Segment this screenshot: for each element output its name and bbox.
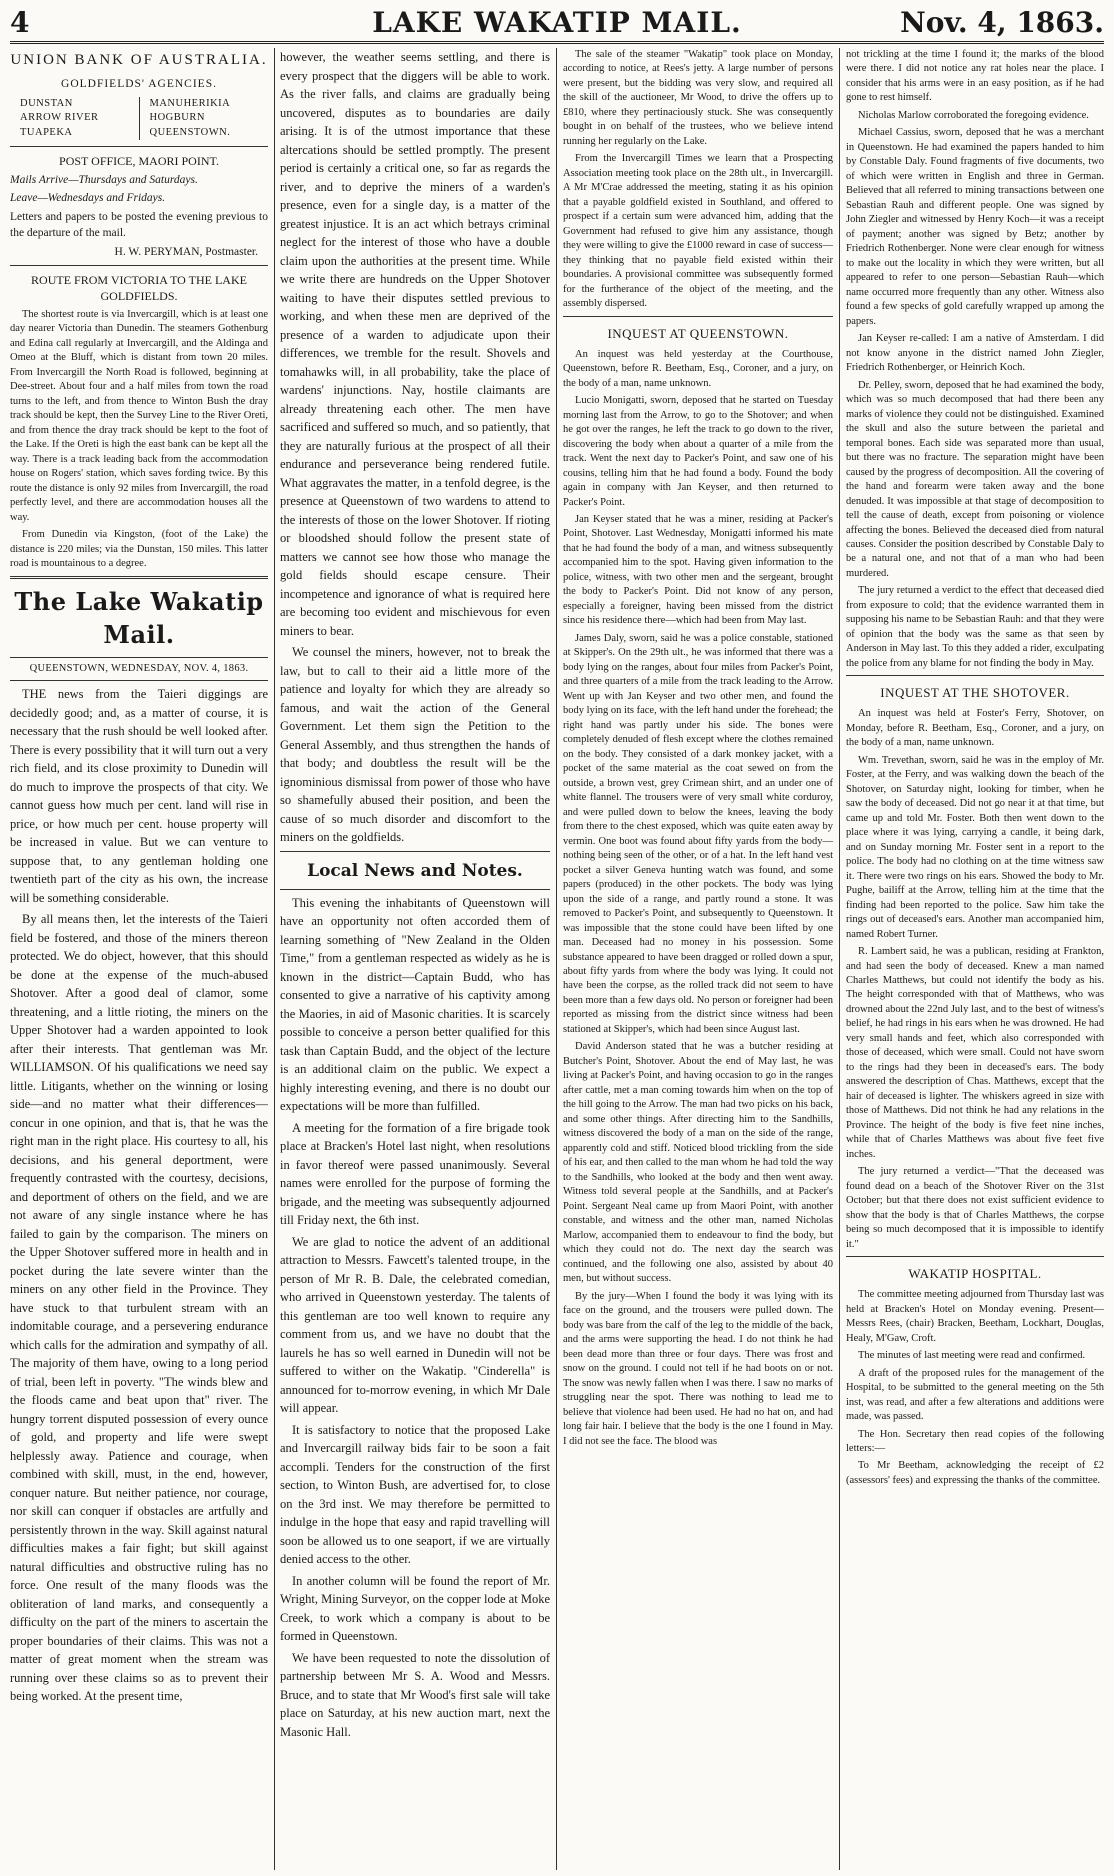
post-office-title: POST OFFICE, MAORI POINT.: [59, 154, 219, 168]
column-1: [10, 48, 268, 1870]
news-item: This evening the inhabitants of Queenstown will have an opportunity not often accorded them of learning something of "New Zealand in the Olden Time," from a gentleman respected as widely as he is known in the district—Captain Budd, who has consented to give a narrative of his captivity among the Maories, in aid of Masonic charities. It is scarcely possible to conceive a person better qualified for this task than Captain Budd, and the object of the lecture is an additional claim on the public. We expect a highly interesting evening, and there is no doubt our expectations will be more than fulfilled.: [280, 895, 550, 1114]
leader-paragraph: THE news from the Taieri diggings are decidedly good; and, as a matter of course, it is necessary that the rush should be well looked after. There is every possibility that it will turn out a very rich field, and its close proximity to Dunedin will do much to improve the prospects of that city. We cannot guess how much per cent. land will rise in price, or how much per cent. house property will be increased in value. But we can venture to suppose that, to any gentleman holding one twentieth part of the city as his own, the increase will be something considerable.: [10, 687, 268, 905]
inquest-paragraph: Jan Keyser stated that he was a miner, residing at Packer's Point, Shotover. Last Wednesday, Monigatti informed his mate that he had found the body of a man, and witness subsequently accompanied him to the spot. Having given information to the police, witness, with two other men and the sergeant, brought the body to Packer's Point. Did not know of any person, especially a foreigner, having been missed from the district since his residence there—which had been from May last.: [563, 513, 833, 627]
leader-paragraph: We counsel the miners, however, not to break the law, but to call to their aid a little more of the patience and loyalty for which they are already so famous, and wait the action of the General Government. Let them sign the Petition to the General Assembly, and thus strengthen the hands of that body; and doubtless the result will be the ignominious dismissal from power of those who have so shamefully abused their position, and been the cause of so much disorder and discomfort to the miners on the goldfields.: [280, 645, 550, 844]
inquest-paragraph: R. Lambert said, he was a publican, residing at Frankton, and had seen the body of deceased. Knew a man named Charles Matthews, but could not identify the body as his. The height corresponded with that of Matthews, who was drowned about the 22nd July last, and to the best of witness's belief, he had rings in his ears when he was drowned. He had very small hands and feet, which also corresponded with those of deceased, which were small. Could not have sworn to the rings had they been in deceased's ears. The body answered the description of Chas. Matthews, except that the hair of deceased is lighter. The whiskers agreed in size with those of Matthews. Did not think he had any relations in the Province. The height of the body is five feet nine inches, while that of Charles Matthews was about five feet five inches.: [846, 946, 1104, 1160]
hospital-title: WAKATIP HOSPITAL.: [908, 1266, 1042, 1282]
agency-item: TUAPEKA: [20, 126, 73, 138]
divider: [846, 1256, 1104, 1257]
inquest-queenstown-title: INQUEST AT QUEENSTOWN.: [607, 325, 789, 341]
inquest-paragraph: David Anderson stated that he was a butcher residing at Butcher's Point, Shotover. About the end of May last, he was living at Packer's Point, and having occasion to go in the ranges after cattle, met a man coming towards him when on the top of the hill going to the Arrow. The man had two picks on his back, and some other things. After directing him to the Sandhills, witness discovered the body of a man on the side of the range, apparently cold and stiff. Noticed blood trickling from the side of his ear, and then called to the man whom he had told the way to the Sandhills, who looked at the body and then went away. Witness told several people at the Sandhills, and at Packer's Point. Sergeant Neal came up from Maori Point, with another constable, and witness and the other man, named Nicholas Marlow, accompanied them to endeavour to find the body, but which they could not do. The next day the search was continued, and the following one also, assisted by about 40 men, but without success.: [563, 1041, 833, 1285]
mails-arrive: Mails Arrive—Thursdays and Saturdays.: [10, 173, 198, 186]
divider: [10, 146, 268, 147]
divider: [280, 851, 550, 852]
hospital-paragraph: The Hon. Secretary then read copies of the following letters:—: [846, 1428, 1104, 1454]
leader-paragraph: however, the weather seems settling, and there is every prospect that the diggers will be able to work. As the river falls, and claims are gradually being uncovered, disputes as to boundaries are daily arising. It is of the utmost importance that these altercations should be settled promptly. The present period is certainly a critical one, so far as regards the river, and to deprive the miners of a warden's presence, even for a single day, is a matter of the greatest injustice. It is an act which betrays criminal neglect for the interest of those who have a double claim upon the authorities at the present time. While we write there are hundreds on the Upper Shotover waiting to have their disputes settled previous to working, and when these men are deprived of the presence of a warden to adjudicate upon their differences, we tremble for the result. Shovels and tomahawks will, in all probability, take the place of wardens' injunctions. Nay, hostile claimants are already threatening each other. The men have sacrificed and suffered so much, and so patiently, that they are naturally furious at the prospect of all their endurance and perseverance being rendered futile. What aggravates the matter, in a tenfold degree, is the presence at Queenstown of two wardens to attend to the interests of those on the lower Shotover. If rioting or bloodshed should follow the present state of matters we cannot see how those who manage the gold fields should escape censure. Their incompetence and ignorance of what is required here are becoming too evident and mischievous for even miners to bear.: [280, 50, 550, 638]
divider: [10, 576, 268, 579]
agency-item: QUEENSTOWN.: [149, 126, 231, 138]
paper-name-header: The Lake Wakatip Mail.: [14, 586, 264, 649]
page-number: 4: [10, 6, 30, 39]
inquest-paragraph: not trickling at the time I found it; the marks of the blood were there. I did not notice any rat holes near the place. I consider that his arms were in an easy position, as if he had gone to rest himself.: [846, 49, 1104, 104]
column-4: [846, 48, 1104, 1870]
column-3: [563, 48, 833, 1870]
news-item: It is satisfactory to notice that the proposed Lake and Invercargill railway bids fair to be soon a fait accompli. Tenders for the construction of the first section, to Winton Bush, are advertised for, to close on the 3rd inst. We may therefore be permitted to indulge in the hope that easy and rapid travelling will soon be allowed us to one seaport, if we are virtually denied access to the other.: [280, 1422, 550, 1567]
news-item: A meeting for the formation of a fire brigade took place at Bracken's Hotel last night, when resolutions in favor thereof were passed unanimously. Several names were enrolled for the purpose of forming the brigade, and the meeting was subsequently adjourned till Friday next, the 6th inst.: [280, 1120, 550, 1228]
divider: [10, 680, 268, 681]
inquest-paragraph: The jury returned a verdict to the effect that deceased died from exposure to cold; that the evidence warranted them in supposing his name to be Sebastian Rauh: and that they were of opinion that the body was the same as that seen by Anderson in May last. To this they added a rider, exculpating the police from any blame for not finding the body in May.: [846, 585, 1104, 669]
news-item: In another column will be found the report of Mr. Wright, Mining Surveyor, on the copper lode at Moke Creek, to work which a company is about to be formed in Queenstown.: [280, 1573, 550, 1644]
inquest-paragraph: Lucio Monigatti, sworn, deposed that he started on Tuesday morning last from the Arrow, to go to the Shotover; and when he got over the ranges, he left the track to go down to the river, discovering the body when about a quarter of a mile from the track. Went the next day to Packer's Point, and saw one of his cousins, telling him that he had found a body. Found the body again in company with Jan Keyser, and then returned to Packer's Point.: [563, 395, 833, 508]
inquest-paragraph: James Daly, sworn, said he was a police constable, stationed at Skipper's. On the 29th ult., he was informed that there was a body lying on the ranges, about four miles from Packer's Point, and three quarters of a mile from the track leading to the Arrow. Went up with Jan Keyser and two other men, and found the body lying on its face, with the left hand under the forehead; the right hand was partly under his side. The bones were completely denuded of flesh except where the clothes remained on the body. They consisted of a dark monkey jacket, with a pocket of the same material as the coat sewed on from the outside, a brown vest, grey Crimean shirt, and an under one of white flannel. The trousers were of very small white corduroy, and were pulled down to below the knees, leaving the body from there to the chest exposed, which was quite eaten away by vermin. One boot was found about fifty yards from the body—nothing being seen of the other, or of a hat. In the left hand vest pocket a silver Geneva hunting watch was found, and some papers (produced) in the other pockets. The body was lying upon the side of a range, and partly round a stone. It was removed to Packer's Point, and subsequently to Queenstown. It was impossible that the stone could have been lifted by one man. Deceased had no money in his possession. Some substance appeared to have been dragged or rolled down a spur, about fifty yards from where the body was lying. It could not have been the corpse, as the rolled track did not seem to have been more than a few days old. No person or foreigner had been reported as missing from the district since witness had been stationed at Skipper's, which had been since August last.: [563, 632, 833, 1035]
hospital-paragraph: The committee meeting adjourned from Thursday last was held at Bracken's Hotel on Monday evening. Present—Messrs Rees, (chair) Bracken, Beetham, Lockhart, Douglas, Healy, M'Gaw, Croft.: [846, 1289, 1104, 1344]
agency-item: ARROW RIVER: [20, 112, 99, 124]
column-rule: [556, 48, 557, 1870]
hospital-paragraph: To Mr Beetham, acknowledging the receipt of £2 (assessors' fees) and expressing the thanks of the committee.: [846, 1460, 1104, 1486]
hospital-paragraph: The minutes of last meeting were read and confirmed.: [858, 1350, 1086, 1362]
column-rule: [274, 48, 275, 1870]
divider: [10, 657, 268, 658]
agency-item: MANUHERIKIA: [149, 97, 231, 109]
dateline: QUEENSTOWN, WEDNESDAY, NOV. 4, 1863.: [29, 662, 249, 674]
route-paragraph: The shortest route is via Invercargill, which is at least one day nearer Victoria than Dunedin. The steamers Gothenburg and Edina call regularly at Invercargill, and the Aldinga and Omeo at the Bluff, which is distant from town 20 miles. From Invercargill the North Road is followed, beginning at Dee-street. About four and a half miles from town the road turns to the left, and from thence to Winton Bush the dray track should be kept, then the Survey Line to the River Oreti, and from thence the dray track should be kept to the foot of the Lake. If the Oreti is high the east bank can be kept all the way. There is a track leading back from the accommodation house on Rogers' station, which saves fording twice. By this route the distance is only 92 miles from Invercargill, the road perfectly level, and there are accommodation houses all the way.: [10, 308, 268, 523]
news-item: We are glad to notice the advent of an additional attraction to Messrs. Fawcett's talented troupe, in the person of Mr R. B. Dale, the celebrated comedian, who arrived in Queenstown yesterday. The talents of this gentleman are too well known to require any comment from us, and we have no doubt that the laurels he has so well earned in Dunedin will not be suffered to wither on the Wakatip. "Cinderella" is announced for to-morrow evening, in which Mr Dale will appear.: [280, 1234, 550, 1416]
newspaper-title: LAKE WAKATIP MAIL.: [372, 6, 742, 39]
bank-ad-subtitle: GOLDFIELDS' AGENCIES.: [61, 77, 217, 90]
mails-leave: Leave—Wednesdays and Fridays.: [10, 192, 166, 205]
inquest-paragraph: Dr. Pelley, sworn, deposed that he had examined the body, which was so much decomposed that had there been any marks of violence they could not be distinguished. Examined the skull and also the suture between the parietal and temporal bones. Each side was separated more than usual, but there was no fracture. The separation might have been caused by the progress of decomposition. All the covering of the hand and forearm were taken away and the bone denuded. It was impossible at that stage of decomposition to tell the cause of death, except from poisoning or violence affecting the bones. Believed the deceased died from natural causes. Consider the position described by Constable Daly to be a natural one, and not that of a man who had been murdered.: [846, 379, 1104, 579]
divider: [563, 316, 833, 317]
divider: [846, 675, 1104, 676]
inquest-paragraph: Michael Cassius, sworn, deposed that he was a merchant in Queenstown. He had examined the papers handed to him by Constable Daly. Found fragments of five documents, two of which were written in English and three in German. Believed that all referred to mining transactions between one Sebastian Rauh and different people. One was signed by John Ziegler and witnessed by Henry Koch—it was a receipt of payment; another was signed by Betz; another by Friedrich Rothenberger. None were clear enough for witness to make out the locality in which they were written, but all appeared to refer to one person—Sebastian Rauh—which name occurred more frequently than any other. Witness also found a few specks of gold carefully wrapped up among the papers.: [846, 127, 1104, 327]
news-item: From the Invercargill Times we learn that a Prospecting Association meeting took place on the 28th ult., in Invercargill. A Mr M'Crae addressed the meeting, stating it as his opinion that a payable goldfield existed in Southland, and offered to prospect if a certain sum were advanced him, adding that the Government had refused to give him any assistance, though they were willing to give the £1000 reward in case of success—they thinking that no payable field existed within their boundaries. A provisional committee was subsequently formed for the furtherance of the object of the meeting, and the assembly dispersed.: [563, 153, 833, 310]
masthead: [10, 4, 1104, 44]
route-paragraph: From Dunedin via Kingston, (foot of the Lake) the distance is 220 miles; via the Dunstan, 150 miles. This latter road is mountainous to a degree.: [10, 529, 268, 570]
column-2: [280, 48, 550, 1870]
postmaster-signature: H. W. PERYMAN, Postmaster.: [114, 245, 258, 258]
inquest-paragraph: By the jury—When I found the body it was lying with its face on the ground, and the trousers were pulled down. The body was bare from the calf of the leg to the middle of the back, and the arms were supporting the head. I do not think he had been dead more than three or four days. There was frost and snow on the ground. I could not tell if he had boots on or not. The snow was newly fallen when I was there. I saw no marks of struggling near the spot. There was nothing to lead me to believe that violence had been used. He had no hat on, and had long fair hair. I believe that the body is the one I found in May. I did not see the face. The blood was: [563, 1290, 833, 1447]
local-news-title: Local News and Notes.: [307, 860, 523, 881]
agency-item: DUNSTAN: [20, 97, 73, 109]
news-item: We have been requested to note the dissolution of partnership between Mr S. A. Wood and Messrs. Bruce, and to state that Mr Wood's first sale will take place on Saturday, at his new auction mart, next the Masonic Hall.: [280, 1650, 550, 1739]
inquest-paragraph: The jury returned a verdict—"That the deceased was found dead on a beach of the Shotover River on the 31st October; but that there does not exist sufficient evidence to show that the body is that of Charles Matthews, the corpse being so much decomposed that it is impossible to identify it.": [846, 1166, 1104, 1250]
inquest-paragraph: Jan Keyser re-called: I am a native of Amsterdam. I did not know anyone in the district named John Ziegler, Friedrich Rothenberger, or Heinrich Koch.: [846, 333, 1104, 374]
divider: [10, 265, 268, 266]
bank-ad-title: UNION BANK OF AUSTRALIA.: [10, 52, 268, 68]
inquest-paragraph: An inquest was held at Foster's Ferry, Shotover, on Monday, before R. Beetham, Esq., Coroner, and a jury, on the body of a man, name unknown.: [846, 708, 1104, 749]
letters-note: Letters and papers to be posted the evening previous to the departure of the mail.: [10, 211, 268, 240]
inquest-paragraph: Nicholas Marlow corroborated the foregoing evidence.: [858, 109, 1089, 121]
divider: [280, 889, 550, 890]
inquest-shotover-title: INQUEST AT THE SHOTOVER.: [880, 685, 1070, 701]
column-rule: [839, 48, 840, 1870]
agencies-list: [10, 97, 268, 140]
inquest-paragraph: Wm. Trevethan, sworn, said he was in the employ of Mr. Foster, at the Ferry, and was walking down the beach of the Shotover, on Saturday night, looking for timber, when he saw the body of deceased. Did not go near it at that time, but came up and told Mr. Foster. Both then went down to the place where it was lying, carrying a candle, it being dark, and on Sunday morning Mr. Foster sent in a report to the police. The body had no clothing on at the time witness saw it. There were two rings on his ears. Showed the body to Mr. Pughe, bailiff at the Arrow, telling him at the time that the finding had been reported to the police. Saw him take the rings out of deceased's ears. Another man accompanied him, named Robert Turner.: [846, 754, 1104, 940]
route-title: ROUTE FROM VICTORIA TO THE LAKE GOLDFIELDS.: [31, 272, 247, 304]
issue-date: Nov. 4, 1863.: [900, 6, 1104, 39]
leader-paragraph: By all means then, let the interests of the Taieri field be fostered, and those of the miners thereon protected. We do object, however, that this should be done at the expense of the much-abused Shotover. After a good deal of clamor, some threatening, and a little rioting, the miners on the Upper Shotover had a warden appointed to look after their interests. That gentleman was Mr. WILLIAMSON. Of his qualifications we need say little. Litigants, whether on the winning or losing side—and no matter what their differences—concur in one opinion, and that is, that he was the right man in the right place. His courtesy to all, his decisions, and his general deportment, were frequently contrasted with the courtesy, decisions, and deportment of others on the field, and we are not aware of any single instance where he has failed to gain by the comparison. The miners on the Upper Shotover suffered more in health and in pocket during the late severe winter than the miners on any other field in the Province. They have stuck to that turbulent stream with an indomitable courage, and a persevering endurance which calls for the admiration and sympathy of all. The majority of them have, owing to a long period of trial, been left in poverty. "The winds blew and the floods came and beat upon that" river. The hungry torrent disputed possession of every ounce of gold, and property and life were swept helplessly away. Patience and courage, when combined with skill, must, in the end, however, conquer nature. But neither patience, nor courage, nor skill can conquer if obstacles are artfully and persistently thrown in the way. Skill against natural difficulties makes a fair fight; but skill against natural difficulties and obstructive ruling has no force. One result of the many floods was the obliteration of land marks, and consequently a difficulty on the part of the miners to ascertain the proper boundaries of their claims. This was not a matter of great moment when the stream was running over these claims so as to prevent their being worked. At the present time,: [10, 912, 268, 1704]
inquest-paragraph: An inquest was held yesterday at the Courthouse, Queenstown, before R. Beetham, Esq., Coroner, and a jury, on the body of a man, name unknown.: [563, 348, 833, 389]
agency-item: HOGBURN: [149, 112, 205, 124]
hospital-paragraph: A draft of the proposed rules for the management of the Hospital, to be submitted to the general meeting on the 5th inst, was read, and after a few alterations and additions were made, was passed.: [846, 1367, 1104, 1423]
news-item: The sale of the steamer "Wakatip" took place on Monday, according to notice, at Rees's jetty. A large number of persons were present, but the bidding was very slow, and required all the skill of the auctioneer, Mr Wood, to drive the offers up to £810, where they pertinaciously stuck. She was consequently bought in on behalf of the trustees, who we believe intend running her regularly on the Lake.: [563, 49, 833, 147]
